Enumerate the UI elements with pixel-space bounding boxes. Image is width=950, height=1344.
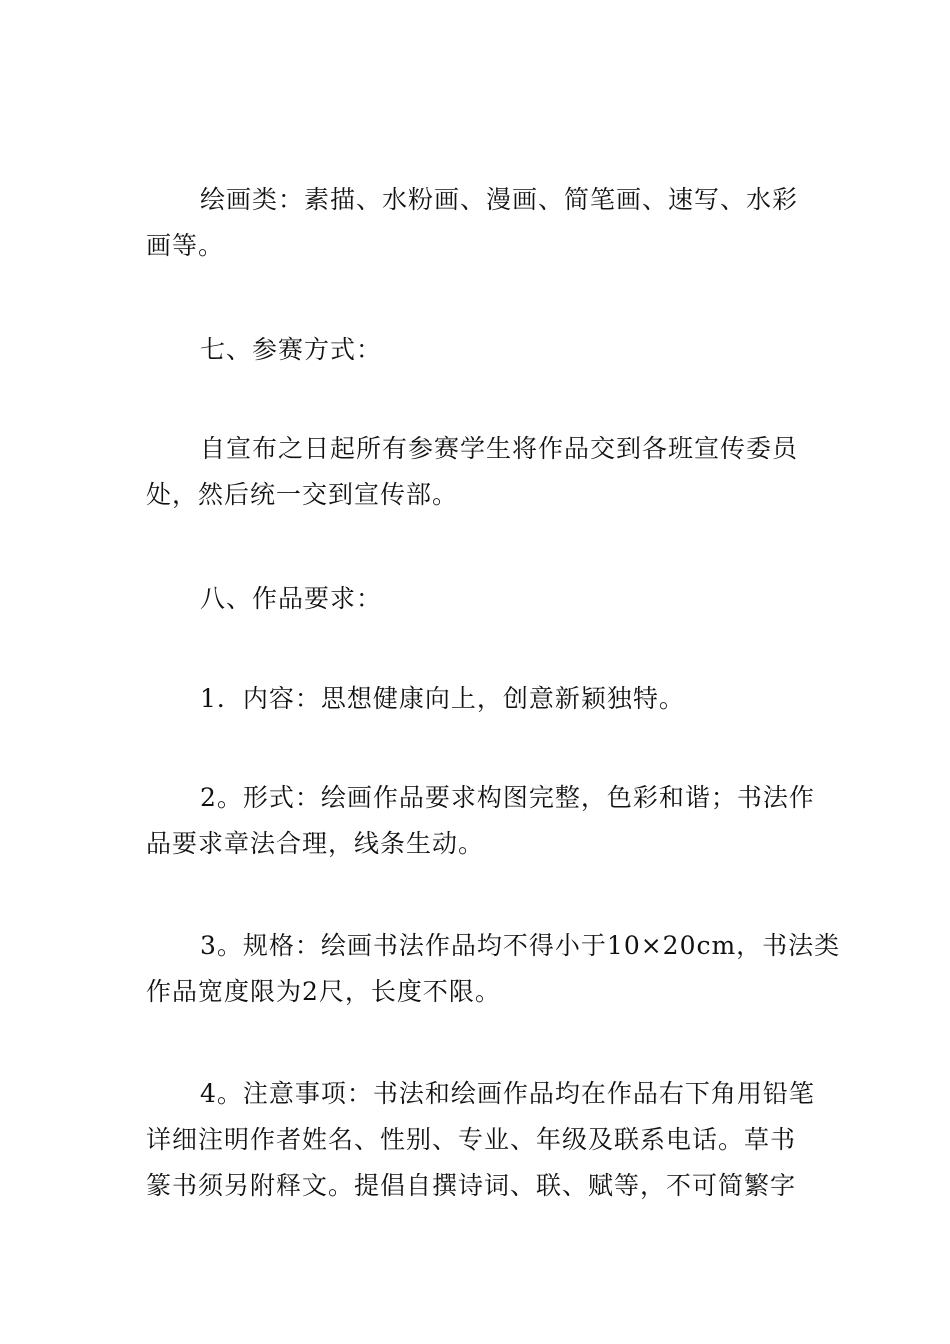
text-line: 画等。 <box>146 231 225 260</box>
text-line: 篆书须另附释文。提倡自撰诗词、联、赋等，不可简繁字 <box>146 1171 797 1200</box>
text-line: 作品宽度限为2尺，长度不限。 <box>146 977 501 1006</box>
paragraph-requirement-size <box>146 923 841 1015</box>
text-line: 1．内容：思想健康向上，创意新颖独特。 <box>200 684 685 713</box>
paragraph-requirement-form <box>146 775 815 867</box>
text-line: 品要求章法合理，线条生动。 <box>146 829 485 858</box>
text-line: 详细注明作者姓名、性别、专业、年级及联系电话。草书 <box>146 1125 797 1154</box>
paragraph-requirement-content <box>146 676 810 722</box>
paragraph-submission-method <box>146 426 810 518</box>
section-heading-8 <box>146 576 810 622</box>
text-line: 处，然后统一交到宣传部。 <box>146 480 459 509</box>
section-heading-7 <box>146 327 810 373</box>
text-line: 七、参赛方式： <box>200 335 383 364</box>
text-line: 3。规格：绘画书法作品均不得小于10×20cm，书法类 <box>200 931 841 960</box>
text-line: 自宣布之日起所有参赛学生将作品交到各班宣传委员 <box>200 434 799 463</box>
paragraph-painting-categories <box>146 177 810 269</box>
text-line: 4。注意事项：书法和绘画作品均在作品右下角用铅笔 <box>200 1079 815 1108</box>
text-line: 绘画类：素描、水粉画、漫画、简笔画、速写、水彩 <box>200 185 799 214</box>
paragraph-requirement-notes <box>146 1071 815 1209</box>
text-line: 八、作品要求： <box>200 584 383 613</box>
text-line: 2。形式：绘画作品要求构图完整，色彩和谐；书法作 <box>200 783 815 812</box>
